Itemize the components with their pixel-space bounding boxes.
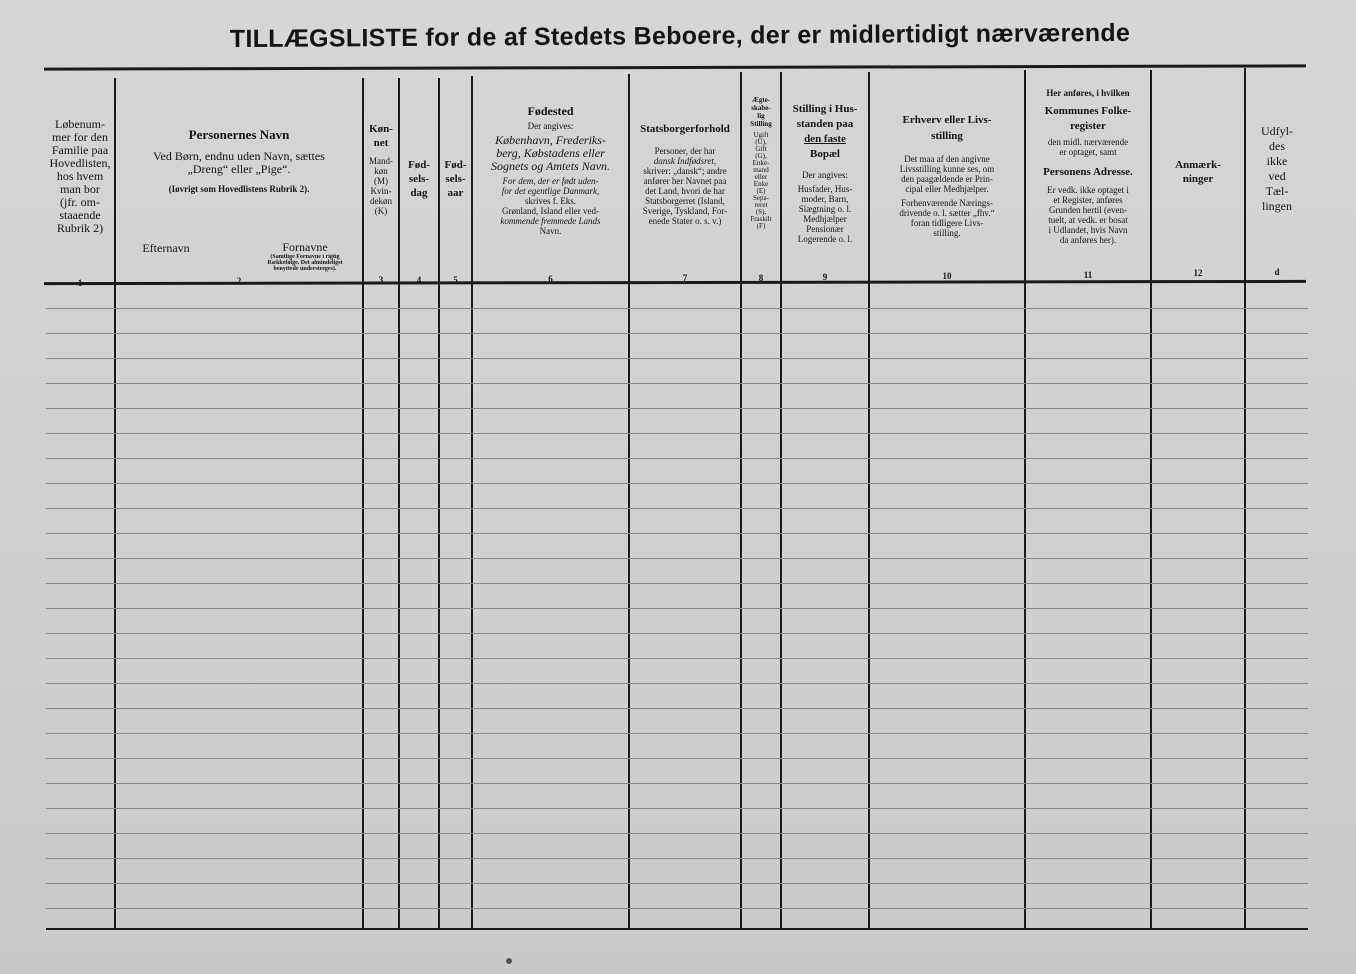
col-number-7: 7 [682,273,688,283]
scan-mark [506,958,512,964]
col5-header: Fød- sels- aar [444,159,467,199]
entry-row-rule [46,883,1308,884]
entry-row-rule [46,733,1308,734]
col-number-6: 6 [548,274,553,284]
col6-header: Fødested Der angives: København, Frederiks- berg, Købstadens eller Sognets og Amtets Navn. For dem, der er født uden- for det egentlige Danmark, skrives f. Eks. Grønland, Island eller ved- kommende fremmede Lands Navn. [490,104,611,236]
entry-row-rule [46,408,1308,409]
col2-header: Personernes Navn Ved Børn, endnu uden Navn, sættes „Dreng“ eller „Pige“. (Iøvrigt som Hovedlistens Rubrik 2). [153,128,325,194]
col-d-header: Udfyl- des ikke ved Tæl- lingen [1261,124,1293,213]
col2-firstnames-note: (Samtlige Fornavne i rigtig Rækkefølge. Det almindeligst benyttede understreges). [267,254,343,272]
entry-row-rule [46,608,1308,609]
entry-row-rule [46,358,1308,359]
col-number-1: 1 [77,278,83,288]
entry-row-rule [46,908,1308,909]
entry-row-rule [46,508,1308,509]
col-number-12: 12 [1193,268,1203,278]
top-rule [44,64,1306,70]
entry-row-rule [46,758,1308,759]
col2-surname-label: Efternavn [142,242,190,255]
col7-header: Statsborgerforhold Personer, der har dansk Indfødsret, skriver: „dansk“; andre anfører her Navnet paa det Land, hvori de har Statsborgerret (Island, Sverige, Tyskland, For- enede Stater o. s. v.) [640,123,730,226]
entry-row-rule [46,783,1308,784]
entry-row-rule [46,383,1308,384]
col-number-2: 2 [236,276,242,286]
col8-header: Ægte- skabe- lig Stilling Ugift (U), Gift (G), Enke- mand eller Enke (E) Sepa- reret (S), Fraskilt (F) [750,96,772,230]
entry-row-rule [46,583,1308,584]
col-number-11: 11 [1083,270,1093,280]
entry-row-rule [46,433,1308,434]
col-number-9: 9 [822,272,828,282]
entry-row-rule [46,483,1308,484]
entry-row-rule [46,308,1308,309]
entry-row-rule [46,708,1308,709]
col11-header: Her anføres, i hvilken Kommunes Folke- register den midl. nærværende er optaget, samt Personens Adresse. Er vedk. ikke optaget i et Register, anføres Grunden hertil (even- tuelt, at vedk. er bosat i Udlandet, hvis Navn da anføres her). [1043,88,1133,245]
entry-row-rule [46,533,1308,534]
bottom-rule [46,928,1308,930]
entry-row-rule [46,333,1308,334]
col-number-10: 10 [942,271,952,281]
entry-row-rule [46,808,1308,809]
form-title: TILLÆGSLISTE for de af Stedets Beboere, der er midlertidigt nærværende [229,18,1131,54]
col12-header: Anmærk- ninger [1175,159,1221,185]
entry-row-rule [46,833,1308,834]
col1-header: Løbenum- mer for den Familie paa Hovedlisten, hos hvem man bor (jfr. om- staaende Rubrik 2) [49,118,111,235]
col2-firstnames-label: Fornavne [282,241,328,254]
col-number-4: 4 [416,275,422,285]
col-number-8: 8 [758,273,764,283]
entry-row-rule [46,558,1308,559]
col4-header: Fød- sels- dag [408,159,430,199]
col10-header: Erhverv eller Livs- stilling Det maa af den angivne Livsstilling kunne ses, om den paagældende er Prin- cipal eller Medhjælper. Forhenværende Nærings- drivende o. l. sætter „fhv.“ foran tidligere Livs- stilling. [899,114,995,238]
col3-header: Køn- net Mand- køn (M) Kvin- dekøn (K) [369,123,393,216]
col-number-5: 5 [453,275,458,285]
col-number-d: d [1274,267,1280,277]
entry-row-rule [46,858,1308,859]
col9-header: Stilling i Hus- standen paa den faste Bopæl Der angives: Husfader, Hus- moder, Barn, Slægtning o. l. Medhjælper Pensionær Logerende o. l. [792,103,858,244]
col-number-3: 3 [378,275,384,285]
entry-row-rule [46,458,1308,459]
entry-row-rule [46,683,1308,684]
entry-row-rule [46,633,1308,634]
entry-row-rule [46,658,1308,659]
